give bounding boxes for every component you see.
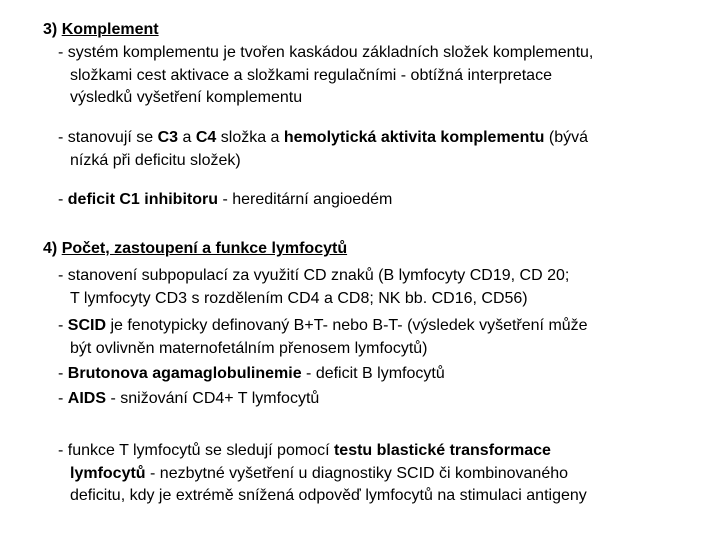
t-cell-function-item (58, 440, 708, 508)
text-run: - snižování CD4+ T lymfocytů (106, 390, 320, 407)
text-run: deficitu, kdy je extrémě snížená odpověď lymfocytů na stimulaci antigeny (70, 487, 587, 504)
text-run: (bývá (544, 129, 589, 146)
text-run: - deficit B lymfocytů (301, 365, 445, 382)
text-run: - (58, 390, 68, 407)
section-4-heading (43, 238, 347, 261)
section-4-title: Počet, zastoupení a funkce lymfocytů (61, 240, 348, 257)
bruton-term: Brutonova agamaglobulinemie (67, 365, 302, 382)
text-run: složka a (216, 129, 284, 146)
text-run: - stanovení subpopulací za využití CD znaků (B lymfocyty CD19, CD 20; (58, 267, 570, 284)
aids-item (58, 388, 708, 411)
c3-c4-item (58, 127, 708, 172)
c4-term: C4 (195, 129, 217, 146)
text-run: nízká při deficitu složek) (70, 151, 241, 169)
text-run: - nezbytné vyšetření u diagnostiky SCID či kombinovaného (145, 464, 569, 482)
section-3-title: Komplement (61, 21, 159, 38)
blastic-transformation-term: testu blastické transformace (333, 442, 551, 459)
lymphocytes-term: lymfocytů (70, 464, 146, 482)
c1-inhibitor-term: deficit C1 inhibitoru (67, 191, 218, 208)
subpopulations-item (58, 265, 708, 310)
hemolytic-activity-term: hemolytická aktivita komplementu (283, 129, 545, 146)
aids-term: AIDS (67, 390, 107, 407)
text-run: výsledků vyšetření komplementu (70, 89, 303, 106)
text-run: složkami cest aktivace a složkami regulačními - obtížná interpretace (70, 66, 552, 84)
section-4-number: 4) (43, 240, 58, 257)
complement-system-item (58, 42, 708, 110)
text-run: - (58, 365, 68, 382)
scid-term: SCID (67, 317, 107, 334)
text-run: T lymfocyty CD3 s rozdělením CD4 a CD8; NK bb. CD16, CD56) (70, 289, 528, 307)
text-run: a (178, 129, 196, 146)
text-run: - (58, 317, 68, 334)
section-3-number: 3) (43, 21, 58, 38)
text-run: - systém komplementu je tvořen kaskádou základních složek komplementu, (58, 44, 594, 61)
text-run: - hereditární angioedém (218, 191, 393, 208)
text-run: je fenotypicky definovaný B+T- nebo B-T- (výsledek vyšetření může (106, 317, 588, 334)
bruton-item (58, 363, 708, 386)
scid-item (58, 315, 708, 360)
text-run: - (58, 191, 68, 208)
text-run: - funkce T lymfocytů se sledují pomocí (58, 442, 334, 459)
c1-inhibitor-item (58, 189, 708, 212)
text-run: být ovlivněn maternofetálním přenosem lymfocytů) (70, 339, 428, 357)
c3-term: C3 (157, 129, 179, 146)
section-3-heading (43, 19, 159, 42)
text-run: - stanovují se (58, 129, 158, 146)
